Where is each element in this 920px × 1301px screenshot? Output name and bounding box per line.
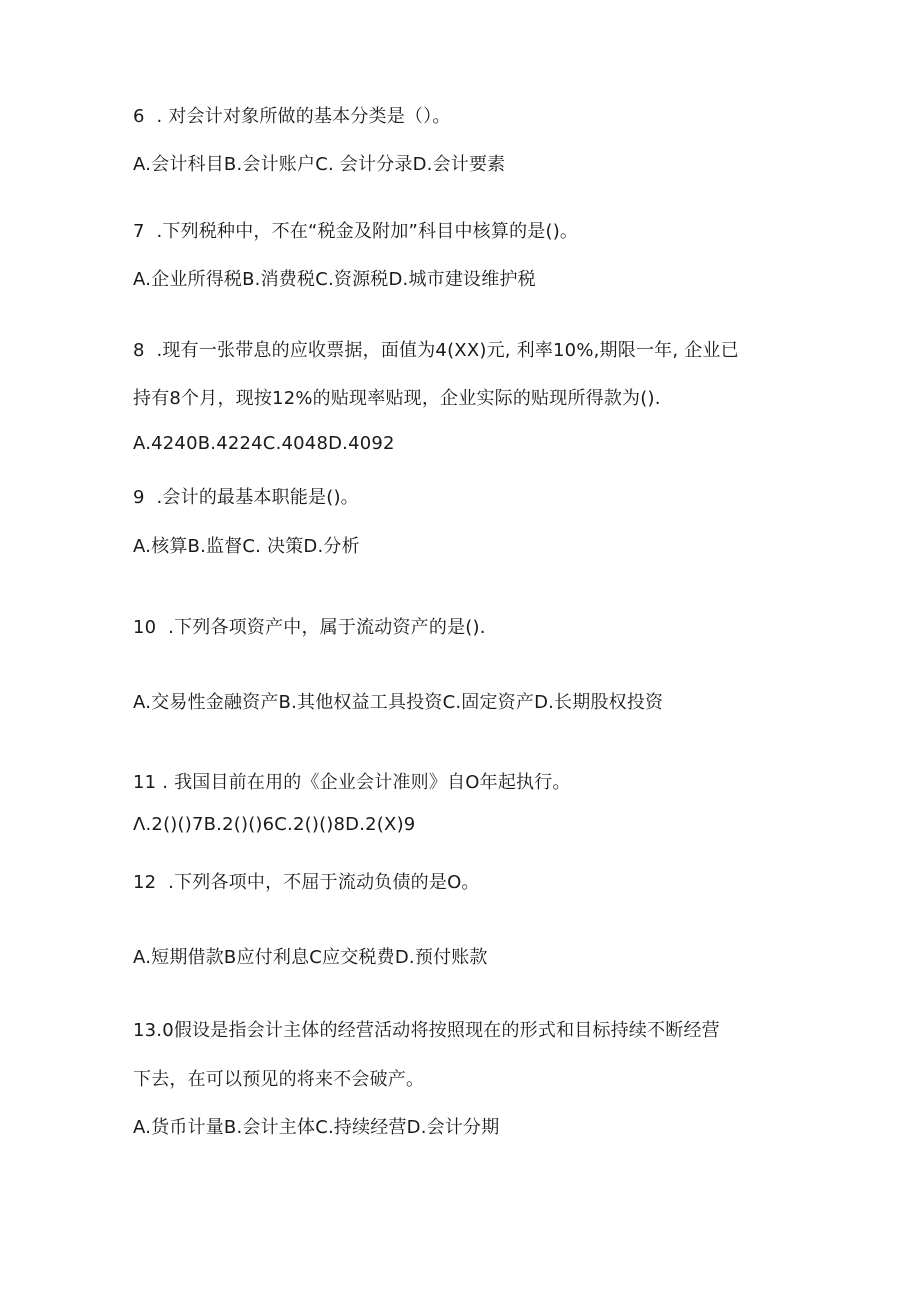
question-6-options: A.会计科目B.会计账户C. 会计分录D.会计要素 (133, 154, 506, 175)
question-8-text-line1: 8 .现有一张带息的应收票据，面值为4(XX)元, 利率10%,期限一年, 企业已 (133, 340, 739, 361)
question-12-options: A.短期借款B应付利息C应交税费D.预付账款 (133, 947, 488, 968)
question-13-options: A.货币计量B.会计主体C.持续经营D.会计分期 (133, 1117, 500, 1138)
question-12-text: 12 .下列各项中，不屈于流动负债的是O。 (133, 872, 480, 893)
question-11-text: 11 . 我国目前在用的《企业会计准则》自O年起执行。 (133, 772, 571, 793)
question-11-options: Λ.2()()7B.2()()6C.2()()8D.2(X)9 (133, 814, 416, 835)
question-9-text: 9 .会计的最基本职能是()。 (133, 487, 359, 508)
question-10-options: A.交易性金融资产B.其他权益工具投资C.固定资产D.长期股权投资 (133, 692, 664, 713)
question-6-text: 6 . 对会计对象所做的基本分类是（）。 (133, 106, 451, 127)
question-7-options: A.企业所得税B.消费税C.资源税D.城市建设维护税 (133, 269, 536, 290)
question-8-options: A.4240B.4224C.4048D.4092 (133, 433, 395, 454)
question-8-text-line2: 持有8个月，现按12%的贴现率贴现，企业实际的贴现所得款为(). (133, 388, 661, 409)
question-7-text: 7 .下列税种中，不在“税金及附加”科目中核算的是()。 (133, 221, 579, 242)
question-10-text: 10 .下列各项资产中，属于流动资产的是(). (133, 617, 486, 638)
question-13-text-line1: 13.0假设是指会计主体的经营活动将按照现在的形式和目标持续不断经营 (133, 1020, 720, 1041)
question-9-options: A.核算B.监督C. 决策D.分析 (133, 536, 360, 557)
question-13-text-line2: 下去，在可以预见的将来不会破产。 (133, 1069, 425, 1090)
